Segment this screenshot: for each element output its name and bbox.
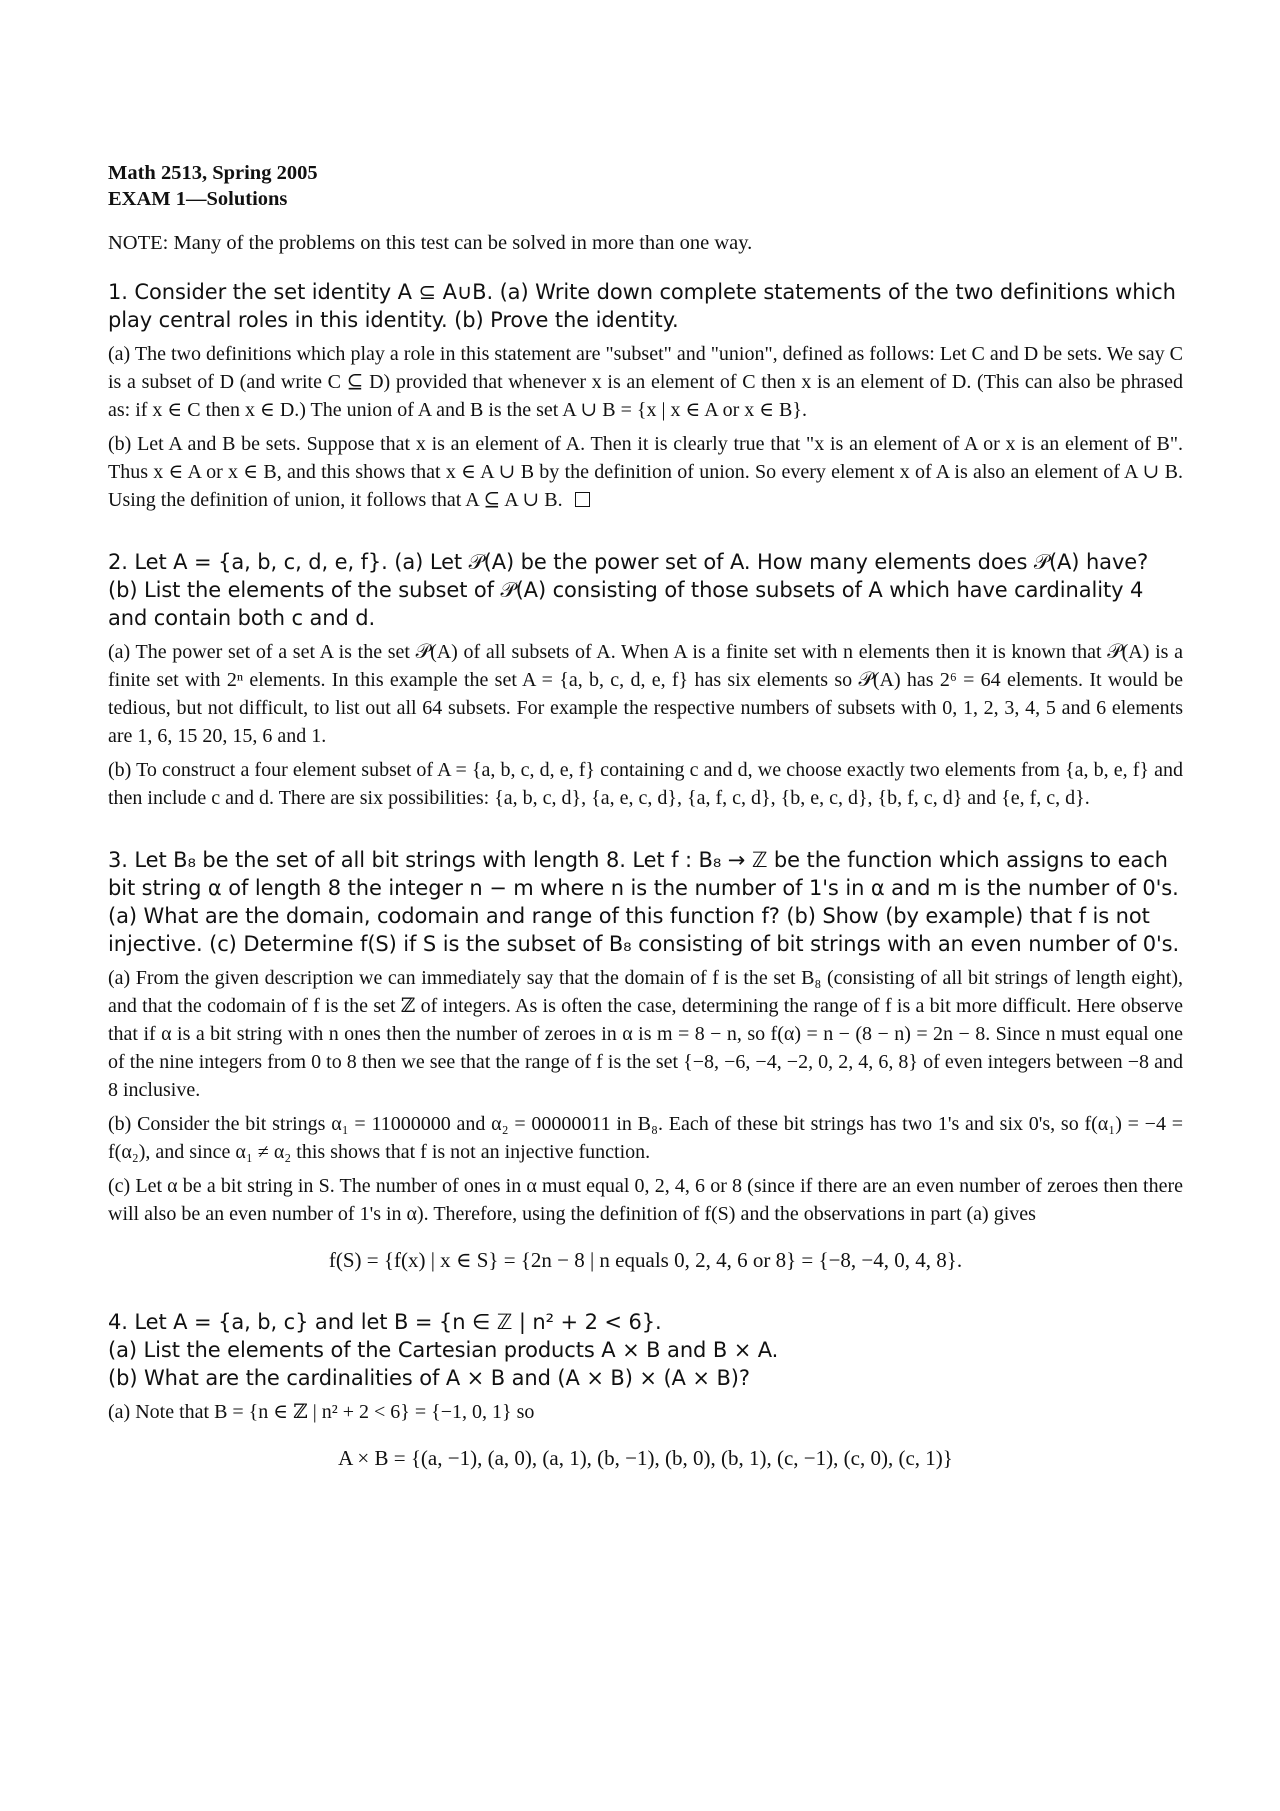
problem-4-display-equation: A × B = {(a, −1), (a, 0), (a, 1), (b, −1), (b, 0), (b, 1), (c, −1), (c, 0), (c, 1)} — [338, 1446, 953, 1470]
problem-3-answer-b: (b) Consider the bit strings α₁ = 11000000 and α₂ = 00000011 in B₈. Each of these bit strings has two 1's and six 0's, so f(α₁) = −4 = f(α₂), and since α₁ ≠ α₂ this shows that f is not an injective function. — [108, 1113, 1183, 1163]
problem-1-answer-b: (b) Let A and B be sets. Suppose that x is an element of A. Then it is clearly true that "x is an element of A or x is an element of B". Thus x ∈ A or x ∈ B, and this shows that x ∈ A ∪ B by the definition of union. So every element x of A is also an element of A ∪ B. Using the definition of union, it follows that A ⊆ A ∪ B. — [108, 433, 1183, 511]
problem-3-answer-a: (a) From the given description we can immediately say that the domain of f is the set B₈ (consisting of all bit strings of length eight), and that the codomain of f is the set ℤ of integers. As is often the case, determining the range of f is a bit more difficult. Here observe that if α is a bit string with n ones then the number of zeroes in α is m = 8 − n, so f(α) = n − (8 − n) = 2n − 8. Since n must equal one of the nine integers from 0 to 8 then we see that the range of f is the set {−8, −6, −4, −2, 0, 2, 4, 6, 8} of even integers between −8 and 8 inclusive. — [108, 967, 1183, 1101]
problem-2-answer-b: (b) To construct a four element subset of A = {a, b, c, d, e, f} containing c and d, we choose exactly two elements from {a, b, e, f} and then include c and d. There are six possibilities: {a, b, c, d}, {a, e, c, d}, {a, f, c, d}, {b, e, c, d}, {b, f, c, d} and {e, f, c, d}. — [108, 759, 1183, 809]
problem-3-display-equation: f(S) = {f(x) | x ∈ S} = {2n − 8 | n equals 0, 2, 4, 6 or 8} = {−8, −4, 0, 4, 8}. — [328, 1248, 963, 1272]
problem-1-question-text: Consider the set identity A ⊆ A∪B. (a) Write down complete statements of the two definitions which play central roles in this identity. (b) Prove the identity. — [108, 280, 1176, 332]
problem-2-question-text: Let A = {a, b, c, d, e, f}. (a) Let 𝒫(A) be the power set of A. How many elements does 𝒫(A) have? (b) List the elements of the subset of 𝒫(A) consisting of those subsets of A which have cardinality 4 and contain both c and d. — [108, 550, 1149, 630]
problem-4-question-text: Let A = {a, b, c} and let B = {n ∈ ℤ | n² + 2 < 6}. — [134, 1310, 662, 1334]
problem-3-question-text: Let B₈ be the set of all bit strings with length 8. Let f : B₈ → ℤ be the function which assigns to each bit string α of length 8 the integer n − m where n is the number of 1's in α and m is the number of 0's. (a) What are the domain, codomain and range of this function f? (b) Show (by example) that f is not injective. (c) Determine f(S) if S is the subset of B₈ consisting of bit strings with an even number of 0's. — [108, 848, 1180, 956]
problem-3-answer-c: (c) Let α be a bit string in S. The number of ones in α must equal 0, 2, 4, 6 or 8 (since if there are an even number of zeroes then there will also be an even number of 1's in α). Therefore, using the definition of f(S) and the observations in part (a) gives — [108, 1175, 1183, 1225]
problem-4-answer-a: (a) Note that B = {n ∈ ℤ | n² + 2 < 6} = {−1, 0, 1} so — [108, 1401, 535, 1423]
problem-4-question-line-1 — [108, 1308, 1183, 1336]
qed-box-icon — [575, 492, 590, 507]
problem-4 — [108, 1308, 1183, 1472]
note-text: NOTE: Many of the problems on this test can be solved in more than one way. — [108, 232, 753, 254]
exam-page — [108, 160, 1183, 1472]
exam-title: EXAM 1—Solutions — [108, 188, 288, 210]
problem-4-question-line-2: (a) List the elements of the Cartesian products A × B and B × A. — [108, 1338, 779, 1362]
problem-2-answer-a: (a) The power set of a set A is the set 𝒫(A) of all subsets of A. When A is a finite set with n elements then it is known that 𝒫(A) is a finite set with 2ⁿ elements. In this example the set A = {a, b, c, d, e, f} has six elements so 𝒫(A) has 2⁶ = 64 elements. It would be tedious, but not difficult, to list out all 64 subsets. For example the respective numbers of subsets with 0, 1, 2, 3, 4, 5 and 6 elements are 1, 6, 15 20, 15, 6 and 1. — [108, 641, 1183, 747]
problem-2 — [108, 548, 1183, 812]
problem-3-question — [108, 846, 1183, 958]
problem-4-question-line-3: (b) What are the cardinalities of A × B and (A × B) × (A × B)? — [108, 1366, 750, 1390]
problem-4-number: 4. — [108, 1310, 128, 1334]
problem-1-answer-a: (a) The two definitions which play a role in this statement are "subset" and "union", defined as follows: Let C and D be sets. We say C is a subset of D (and write C ⊆ D) provided that whenever x is an element of C then x is an element of D. (This can also be phrased as: if x ∈ C then x ∈ D.) The union of A and B is the set A ∪ B = {x | x ∈ A or x ∈ B}. — [108, 343, 1183, 421]
problem-3 — [108, 846, 1183, 1274]
problem-1-number: 1. — [108, 280, 128, 304]
problem-1 — [108, 278, 1183, 514]
problem-1-question — [108, 278, 1183, 334]
course-title: Math 2513, Spring 2005 — [108, 162, 318, 184]
problem-2-number: 2. — [108, 550, 128, 574]
problem-1-answer-b-wrap — [108, 430, 1183, 514]
problem-2-question — [108, 548, 1183, 632]
problem-3-number: 3. — [108, 848, 128, 872]
